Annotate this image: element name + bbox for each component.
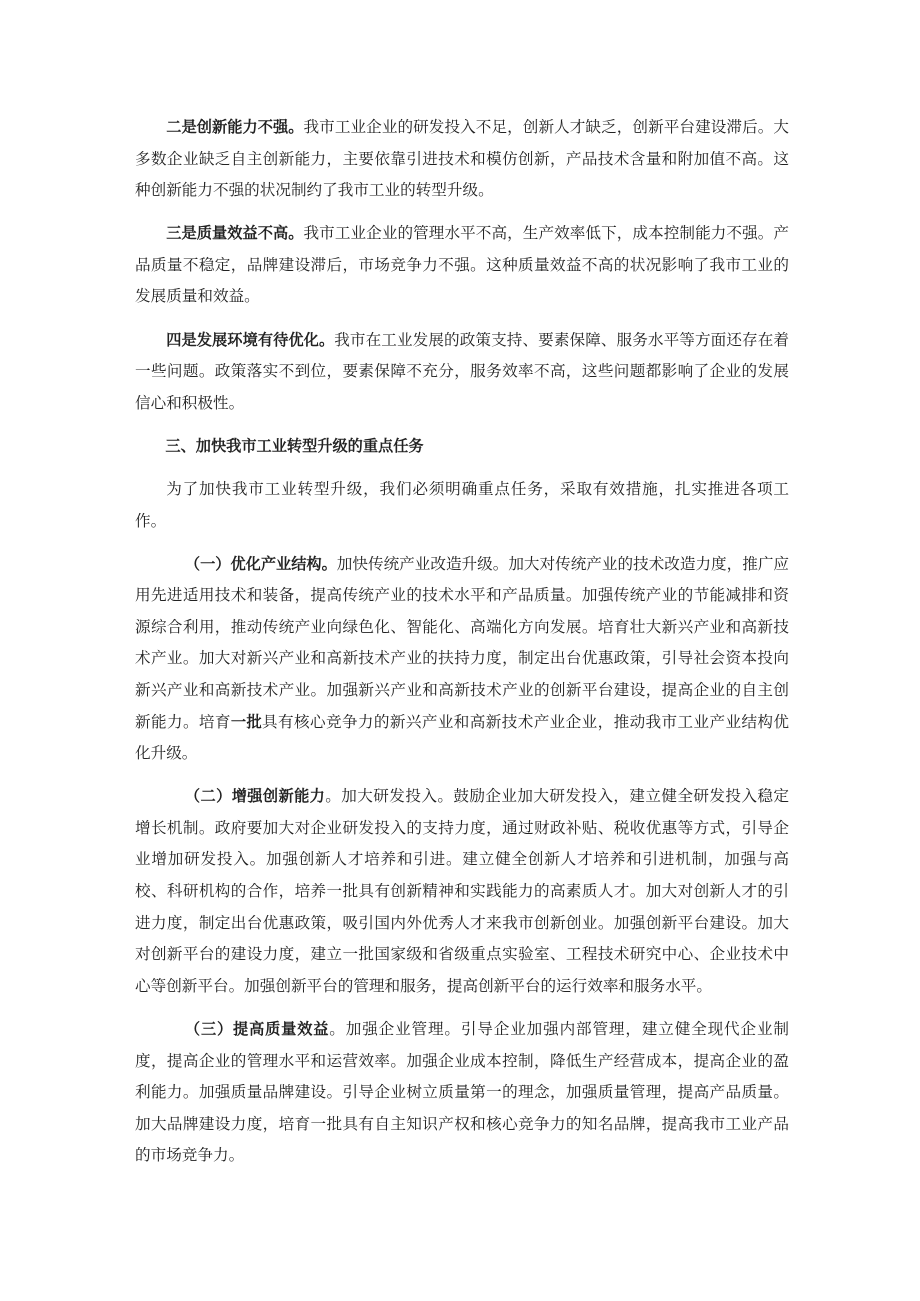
paragraph-text: 我市在工业发展的政策支持、要素保障、服务水平等方面还存在着一些问题。政策落实不到位，要素保障不充分，服务效率不高，这些问题都影响了企业的发展信心和积极性。 xyxy=(135,330,789,412)
document-page xyxy=(135,112,789,1183)
task-lead: （一）优化产业结构。 xyxy=(184,554,337,573)
paragraph-environment xyxy=(135,325,789,420)
task-lead: （二）增强创新能力 xyxy=(184,787,326,806)
task-text-after: 具有核心竞争力的新兴产业和高新技术产业企业，推动我市工业产业结构优化升级。 xyxy=(135,712,789,763)
task-innovation xyxy=(135,781,789,1002)
task-lead: （三）提高质量效益 xyxy=(184,1019,330,1038)
task-optimize-structure xyxy=(135,549,789,770)
paragraph-lead: 二是创新能力不强。 xyxy=(166,118,304,136)
paragraph-lead: 四是发展环境有待优化。 xyxy=(166,330,335,349)
paragraph-text: 我市工业企业的研发投入不足，创新人才缺乏，创新平台建设滞后。大多数企业缺乏自主创新能力，主要依靠引进技术和模仿创新，产品技术含量和附加值不高。这种创新能力不强的状况制约了我市工业的转型升级。 xyxy=(135,118,789,200)
task-text: 加快传统产业改造升级。加大对传统产业的技术改造力度，推广应用先进适用技术和装备，提高传统产业的技术水平和产品质量。加强传统产业的节能减排和资源综合利用，推动传统产业向绿色化、智能化、高端化方向发展。培育壮大新兴产业和高新技术产业。加大对新兴产业和高新技术产业的扶持力度，制定出台优惠政策，引导社会资本投向新兴产业和高新技术产业。加强新兴产业和高新技术产业的创新平台建设，提高企业的自主创新能力。培育 xyxy=(135,554,790,731)
task-emphasis: 一批 xyxy=(230,712,263,731)
section-intro: 为了加快我市工业转型升级，我们必须明确重点任务，采取有效措施，扎实推进各项工作。 xyxy=(135,479,789,530)
paragraph-quality xyxy=(135,218,789,313)
paragraph-text: 我市工业企业的管理水平不高，生产效率低下，成本控制能力不强。产品质量不稳定，品牌建设滞后，市场竞争力不强。这种质量效益不高的状况影响了我市工业的发展质量和效益。 xyxy=(135,224,789,306)
paragraph-innovation xyxy=(135,112,789,207)
section-heading: 三、加快我市工业转型升级的重点任务 xyxy=(165,436,424,455)
task-text: 。加强企业管理。引导企业加强内部管理，建立健全现代企业制度，提高企业的管理水平和运营效率。加强企业成本控制，降低生产经营成本，提高企业的盈利能力。加强质量品牌建设。引导企业树立质量第一的理念，加强质量管理，提高产品质量。加大品牌建设力度，培育一批具有自主知识产权和核心竞争力的知名品牌，提高我市工业产品的市场竞争力。 xyxy=(135,1019,789,1165)
task-quality xyxy=(135,1014,789,1172)
task-text: 。加大研发投入。鼓励企业加大研发投入，建立健全研发投入稳定增长机制。政府要加大对企业研发投入的支持力度，通过财政补贴、税收优惠等方式，引导企业增加研发投入。加强创新人才培养和引进。建立健全创新人才培养和引进机制，加强与高校、科研机构的合作，培养一批具有创新精神和实践能力的高素质人才。加大对创新人才的引进力度，制定出台优惠政策，吸引国内外优秀人才来我市创新创业。加强创新平台建设。加大对创新平台的建设力度，建立一批国家级和省级重点实验室、工程技术研究中心、企业技术中心等创新平台。加强创新平台的管理和服务，提高创新平台的运行效率和服务水平。 xyxy=(135,787,789,995)
paragraph-lead: 三是质量效益不高。 xyxy=(166,224,304,243)
